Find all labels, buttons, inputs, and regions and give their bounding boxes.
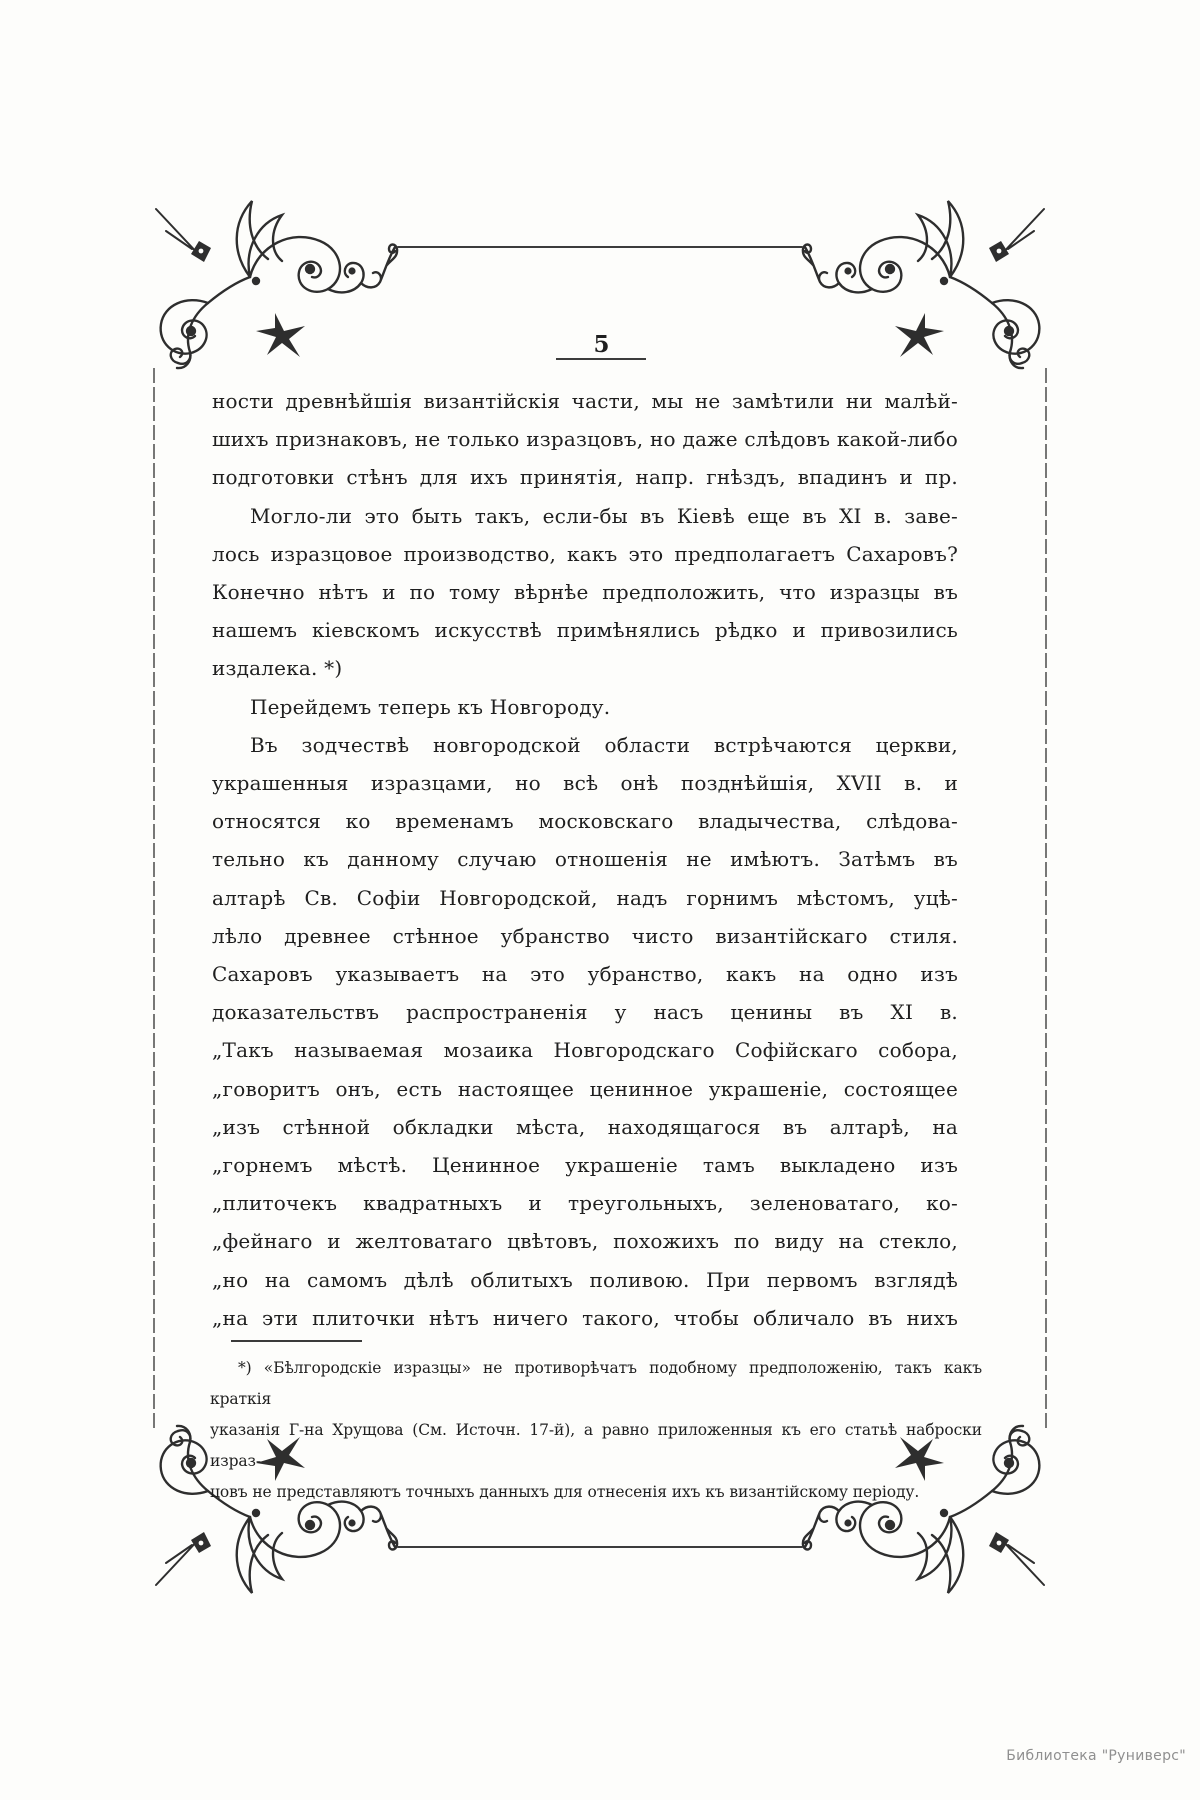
text-line: издалека. *) [212, 656, 343, 681]
footnote-line: цовъ не представляютъ точныхъ данныхъ для отнесенія ихъ къ византійскому періоду. [210, 1483, 920, 1501]
right-border-rule [1045, 368, 1047, 1430]
library-watermark: Библиотека "Руниверс" [1006, 1748, 1186, 1764]
left-border-rule [153, 368, 155, 1430]
text-line: лось изразцовое производство, какъ это предполагаетъ Сахаровъ? [212, 541, 958, 566]
text-line: „на эти плиточки нѣтъ ничего такого, чтобы обличало въ нихъ [212, 1305, 958, 1330]
corner-flourish-icon [104, 185, 399, 370]
bottom-border-rule [397, 1546, 803, 1548]
text-line: Сахаровъ указываетъ на это убранство, какъ на одно изъ [212, 962, 958, 987]
text-line: алтарѣ Св. Софіи Новгородской, надъ горнимъ мѣстомъ, уцѣ- [212, 885, 958, 910]
text-line: подготовки стѣнъ для ихъ принятія, напр. гнѣздъ, впадинъ и пр. [212, 465, 958, 490]
text-line: украшенныя изразцами, но всѣ онѣ позднѣйшія, XVII в. и [212, 771, 958, 796]
footnote-separator [231, 1340, 362, 1342]
footnote-line: *) «Бѣлгородскіе изразцы» не противорѣчатъ подобному предположенію, такъ какъ краткія [210, 1359, 982, 1408]
text-line: лѣло древнее стѣнное убранство чисто византійскаго стиля. [212, 923, 958, 948]
text-line: нашемъ кіевскомъ искусствѣ примѣнялись рѣдко и привозились [212, 618, 958, 643]
page-number: 5 [593, 331, 611, 358]
text-line: Конечно нѣтъ и по тому вѣрнѣе предположить, что изразцы въ [212, 580, 958, 605]
text-line: относятся ко временамъ московскаго владычества, слѣдова- [212, 809, 958, 834]
main-text-block [212, 382, 958, 1337]
text-line: Въ зодчествѣ новгородской области встрѣчаются церкви, [250, 732, 958, 757]
footnote-line: указанія Г-на Хрущова (См. Источн. 17-й), а равно приложенныя къ его статьѣ наброски израз- [210, 1421, 982, 1470]
text-line: „изъ стѣнной обкладки мѣста, находящагося въ алтарѣ, на [212, 1114, 958, 1139]
page-number-underline [556, 358, 646, 360]
footnote-block [210, 1353, 982, 1508]
corner-flourish-icon [801, 185, 1096, 370]
text-line: ности древнѣйшія византійскія части, мы не замѣтили ни малѣй- [212, 389, 958, 413]
text-line: „горнемъ мѣстѣ. Ценинное украшеніе тамъ выкладено изъ [212, 1153, 958, 1178]
text-line: „фейнаго и желтоватаго цвѣтовъ, похожихъ по виду на стекло, [212, 1229, 958, 1254]
top-border-rule [397, 246, 803, 248]
text-line: Перейдемъ теперь къ Новгороду. [250, 694, 611, 719]
text-line: „плиточекъ квадратныхъ и треугольныхъ, зеленоватаго, ко- [212, 1191, 958, 1216]
text-line: доказательствъ распространенія у насъ ценины въ XI в. [212, 1000, 958, 1025]
text-line: „говоритъ онъ, есть настоящее ценинное украшеніе, состоящее [212, 1076, 958, 1101]
text-line: „Такъ называемая мозаика Новгородскаго Софійскаго собора, [212, 1038, 958, 1063]
text-line: „но на самомъ дѣлѣ облитыхъ поливою. При первомъ взглядѣ [212, 1267, 958, 1292]
text-line: Могло-ли это быть такъ, если-бы въ Кіевѣ еще въ XI в. заве- [250, 503, 958, 528]
text-line: тельно къ данному случаю отношенія не имѣютъ. Затѣмъ въ [212, 847, 958, 872]
text-line: шихъ признаковъ, не только изразцовъ, но даже слѣдовъ какой-либо [212, 427, 958, 452]
